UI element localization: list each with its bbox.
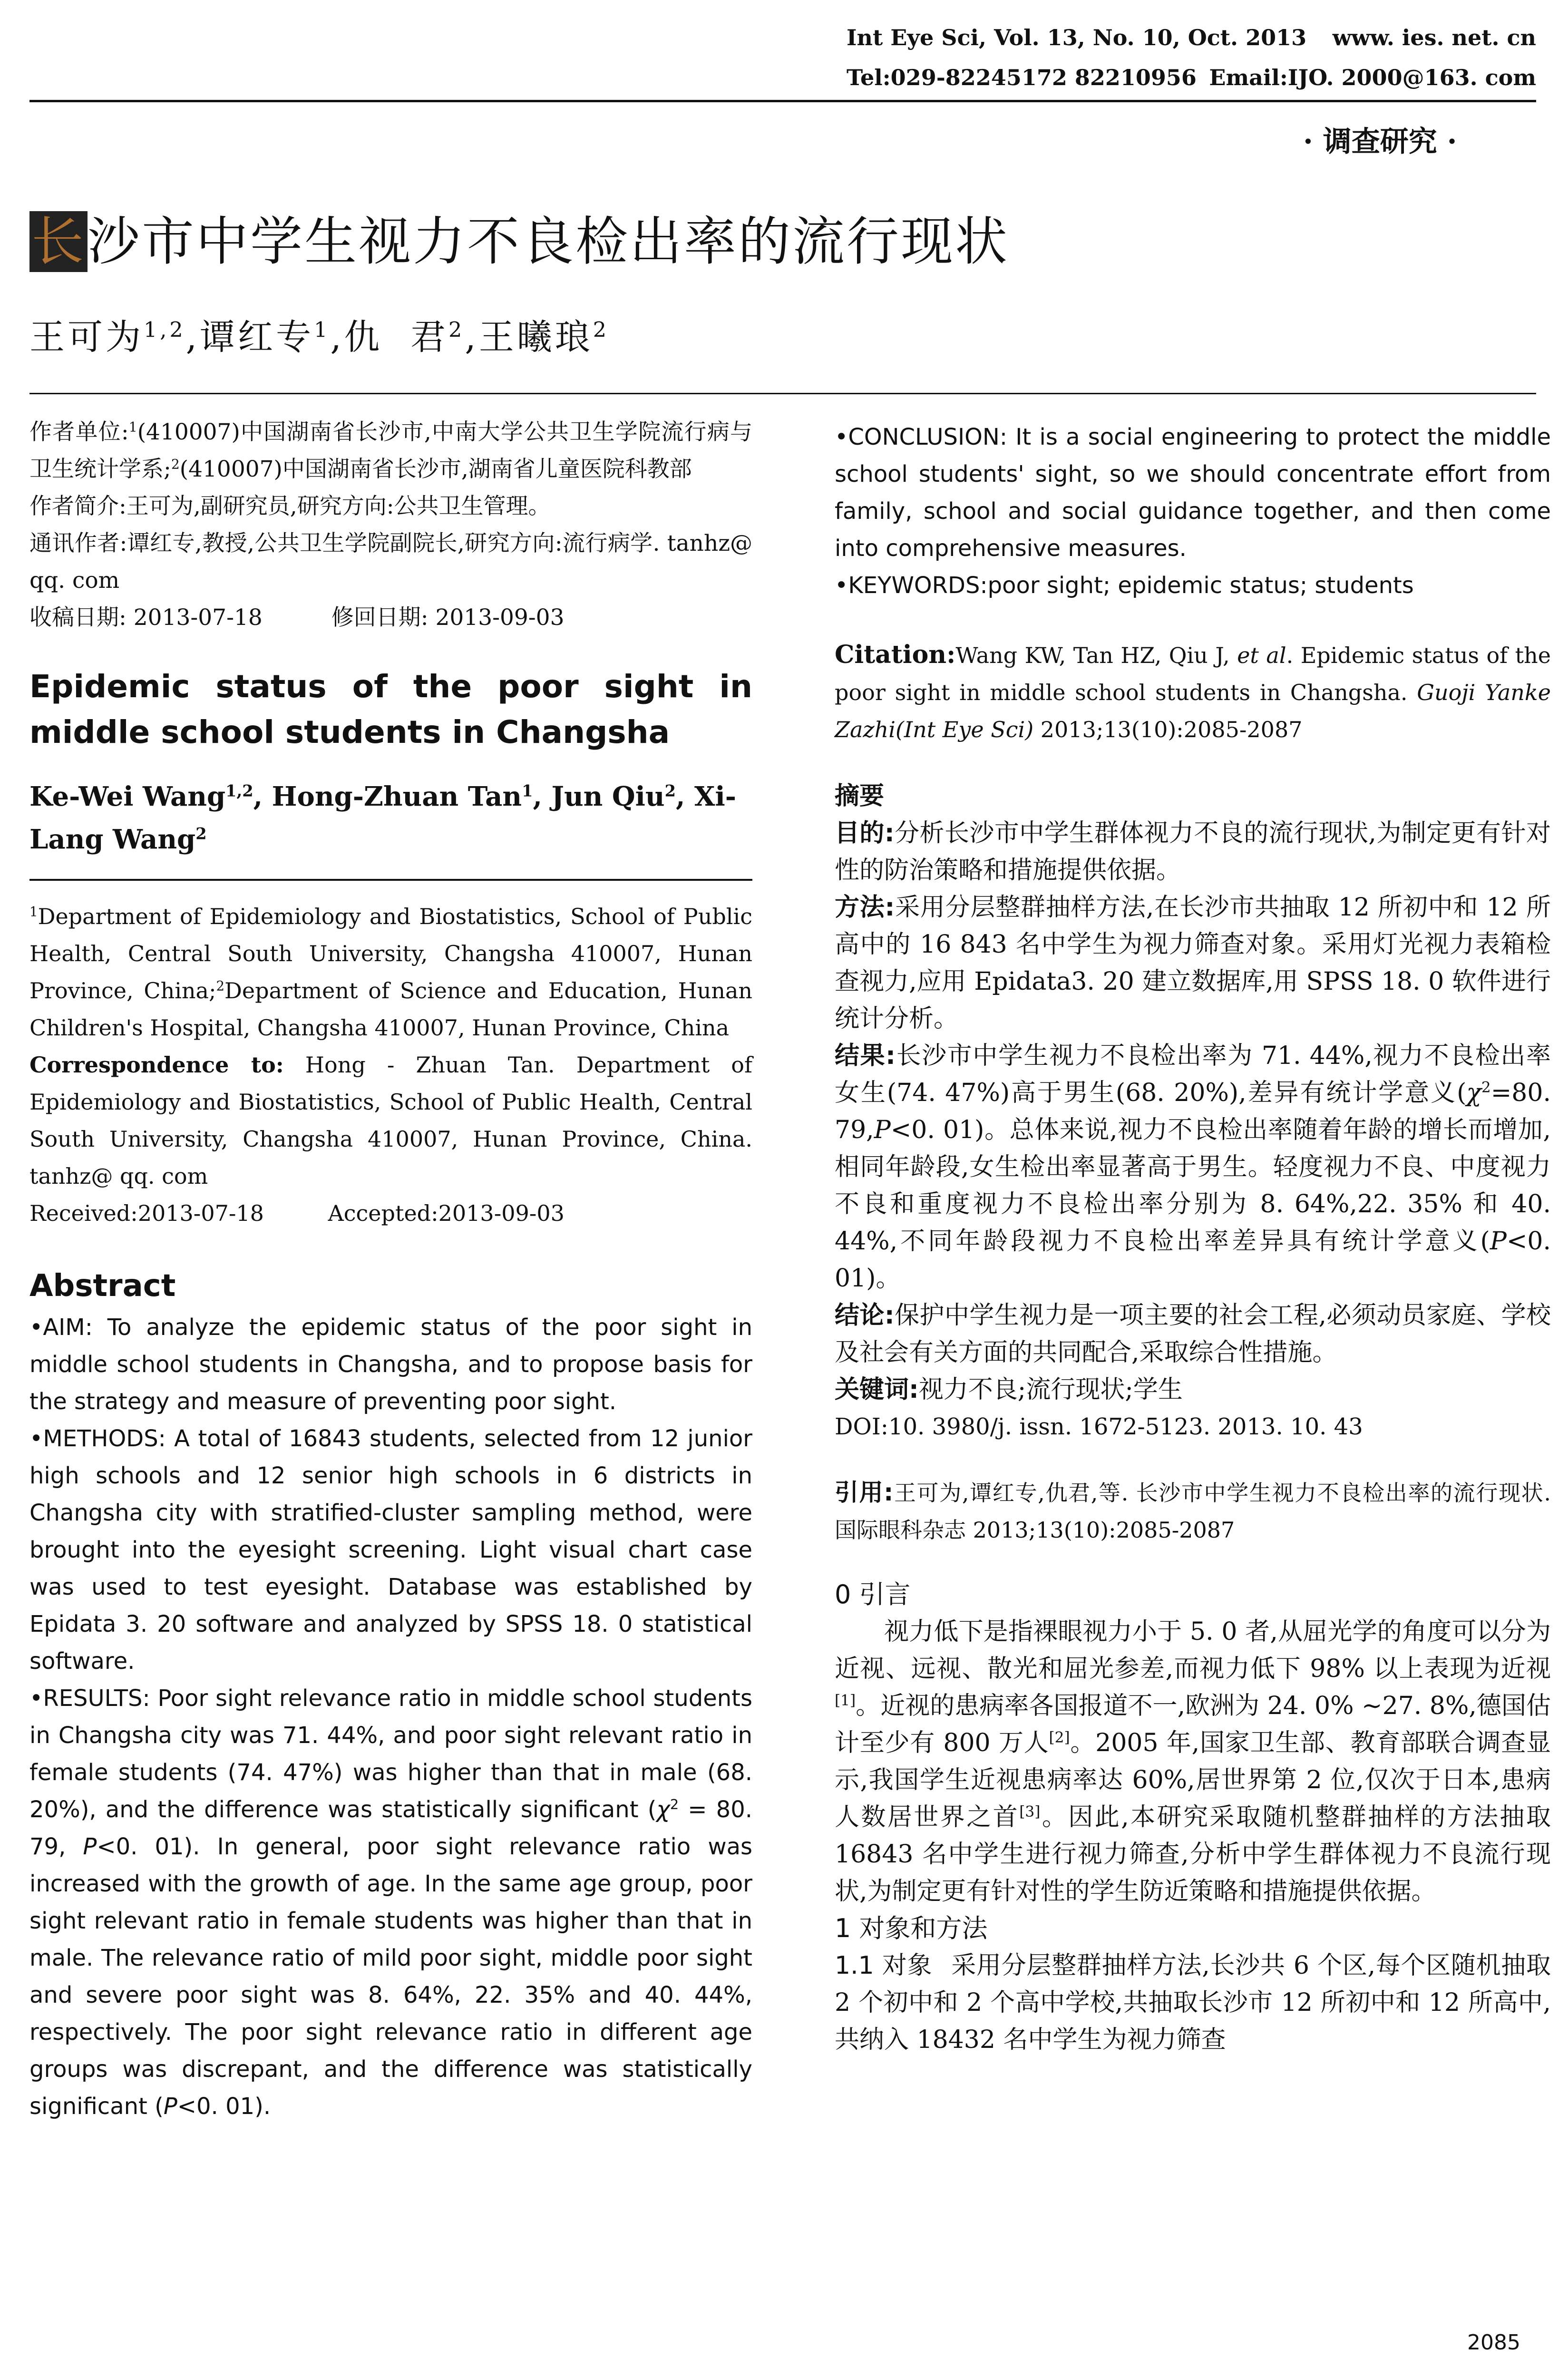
methods-sub-text: 采用分层整群抽样方法,长沙共 6 个区,每个区随机抽取 2 个初中和 2 个高中学校,共抽取长沙市 12 所初中和 12 所高中,共纳入 18432 名中学生为视力筛查	[835, 1951, 1551, 2054]
page-title	[29, 200, 1009, 275]
cn-aim-text: 分析长沙市中学生群体视力不良的流行现状,为制定更有针对性的防治策略和措施提供依据。	[835, 819, 1551, 885]
page-number: 2085	[1467, 2330, 1520, 2355]
cn-conclusion-label: 结论:	[835, 1301, 895, 1330]
author-cn-3-sup: 2	[448, 318, 465, 342]
cn-results-a: 长沙市中学生视力不良检出率为 71. 44%,视力不良检出率女生(74. 47%)高于男生(68. 20%),差异有统计学意义(	[835, 1042, 1551, 1107]
affiliation-cn	[29, 414, 752, 488]
cn-keywords-text: 视力不良;流行现状;学生	[918, 1375, 1183, 1404]
doi: DOI:10. 3980/j. issn. 1672-5123. 2013. 10. 43	[835, 1413, 1363, 1440]
corresponding-author-cn: 通讯作者:谭红专,教授,公共卫生学院副院长,研究方向:流行病学. tanhz@ qq. com	[29, 530, 752, 594]
methods-sub-label: 1.1 对象	[835, 1951, 933, 1980]
left-column	[29, 414, 752, 2125]
results-chi-sup: 2	[670, 1796, 679, 1812]
title-rule	[29, 393, 1536, 394]
intro-text-d: 。因此,本研究采取随机整群抽样的方法抽取 16843 名中学生进行视力筛查,分析中学生群体视力不良流行现状,为制定更有针对性的学生防近策略和措施提供依据。	[835, 1803, 1551, 1906]
abstract-methods: •METHODS: A total of 16843 students, selected from 12 junior high schools and 12 senior high schools in 6 districts in Changsha city with stratified-cluster sampling method, were brought into the eyesight screening. Light visual chart case was used to test eyesight. Database was established by Epidata 3. 20 software and analyzed by SPSS 18. 0 statistical software.	[29, 1425, 752, 1675]
author-cn-2: 谭红专	[200, 317, 314, 358]
author-cn-3: 仇 君	[344, 317, 448, 358]
methods-paragraph	[835, 1947, 1551, 2058]
authors-en: Ke-Wei Wang$^{1,2}$, Hong-Zhuan Tan$^1$, Jun Qiu$^2$, Xi-Lang Wang$^2$	[29, 781, 736, 855]
intro-text-b: 。近视的患病率各国报道不一,欧洲为 24. 0% ~27. 8%,德国估计至少有 800 万人	[835, 1692, 1551, 1757]
abstract-heading: Abstract	[29, 1268, 176, 1304]
author-en-2-sup: 1	[522, 781, 533, 800]
results-text-a: •RESULTS: Poor sight relevance ratio in middle school students in Changsha city was 71. 44%, and poor sight relevant ratio in female students (74. 47%) was higher than that in male (68. 20%), and the difference was statistically significant (	[29, 1685, 752, 1823]
journal-website: www. ies. net. cn	[1332, 25, 1536, 50]
author-en-2: Hong-Zhuan Tan	[272, 781, 522, 812]
cn-citation-label: 引用:	[835, 1479, 894, 1506]
cn-results-p: P	[874, 1116, 891, 1144]
correspondence-en	[29, 1046, 752, 1195]
header-rule	[29, 100, 1536, 102]
dates-en	[29, 1195, 752, 1232]
correspondence-label: Correspondence to:	[29, 1052, 284, 1078]
author-cn-2-sup: 1	[314, 318, 331, 342]
author-cn-4-sup: 2	[593, 318, 609, 342]
cn-abstract-conclusion	[835, 1297, 1551, 1371]
author-en-3: Jun Qiu	[551, 781, 665, 812]
cn-results-p2: P	[1490, 1227, 1507, 1256]
author-sep: ,	[330, 317, 344, 358]
affil-cn-text1: (410007)中国湖南省长沙市,中南大学公共卫生学院流行病与卫生统计学系;	[29, 419, 753, 482]
cn-abstract-heading: 摘要	[835, 782, 885, 810]
cn-abstract-results	[835, 1037, 1551, 1297]
affil-en-text1: Department of Epidemiology and Biostatistics, School of Public Health, Central South University, Changsha 410007, Hunan Province, China;	[29, 904, 752, 1003]
author-en-4-sup: 2	[195, 824, 207, 843]
journal-email: Email:IJO. 2000@163. com	[1209, 65, 1536, 90]
results-text-c: <0. 01). In general, poor sight relevance ratio was increased with the growth of age. In the same age group, poor sight relevant ratio in female students was higher than that in male. The relevance ratio of mild poor sight, middle poor sight and severe poor sight was 8. 64%, 22. 35% and 40. 44%, respectively. The poor sight relevance ratio in different age groups was discrepant, and the difference was statistically significant (	[29, 1833, 752, 2120]
citation-etal: et al	[1237, 643, 1286, 668]
journal-info	[847, 19, 1536, 56]
intro-text-c: 。2005 年,国家卫生部、教育部联合调查显示,我国学生近视患病率达 60%,居世界第 2 位,仅次于日本,患病人数居世界之首	[835, 1729, 1551, 1831]
cn-results-label: 结果:	[835, 1042, 896, 1070]
accepted-en: Accepted:2013-09-03	[328, 1200, 565, 1226]
author-en-1-sup: 1,2	[225, 781, 253, 800]
cn-citation	[835, 1474, 1551, 1549]
ref-3: [3]	[1019, 1803, 1041, 1821]
cn-abstract-methods	[835, 889, 1551, 1037]
affil-en-sup2: 2	[216, 978, 225, 994]
cn-methods-text: 采用分层整群抽样方法,在长沙市共抽取 12 所初中和 12 所高中的 16 843 名中学生为视力筛查对象。采用灯光视力表箱检查视力,应用 Epidata3. 20 建立数据库,用 SPSS 18. 0 软件进行统计分析。	[835, 893, 1551, 1033]
citation-text-b: . Epidemic status of the poor sight in middle school students in Changsha.	[835, 643, 1551, 705]
author-sep: ,	[185, 317, 200, 358]
abstract-results	[29, 1680, 752, 2125]
cn-results-chi-sup: 2	[1481, 1079, 1491, 1096]
authors-rule	[29, 879, 752, 881]
author-intro: 作者简介:王可为,副研究员,研究方向:公共卫生管理。	[29, 493, 551, 519]
results-text-b: = 80. 79,	[29, 1796, 752, 1860]
cn-results-c: <0. 01)。总体来说,视力不良检出率随着年龄的增长而增加,相同年龄段,女生检出率显著高于男生。轻度视力不良、中度视力不良和重度视力不良检出率分别为 8. 64%,22. 35% 和 40. 44%,不同年龄段视力不良检出率差异具有统计学意义(	[835, 1116, 1551, 1256]
right-column	[835, 419, 1551, 2058]
affil-cn-sup1: 1	[128, 419, 137, 435]
revised-cn: 修回日期: 2013-09-03	[331, 604, 565, 631]
title-rest: 沙市中学生视力不良检出率的流行现状	[88, 211, 1009, 272]
intro-paragraph	[835, 1613, 1551, 1910]
methods-heading: 1 对象和方法	[835, 1913, 988, 1943]
cn-results-b: =80. 79,	[835, 1079, 1551, 1144]
dates-cn	[29, 599, 752, 636]
english-title: Epidemic status of the poor sight in middle school students in Changsha	[29, 668, 752, 750]
results-chi: χ	[656, 1796, 670, 1823]
journal-line: Int Eye Sci, Vol. 13, No. 10, Oct. 2013	[847, 25, 1307, 50]
affil-en-text2: Department of Science and Education, Hunan Children's Hospital, Changsha 410007, Hunan Province, China	[29, 978, 752, 1041]
author-cn-1: 王可为	[29, 317, 144, 358]
author-sep: ,	[465, 317, 479, 358]
citation-text-a: Wang KW, Tan HZ, Qiu J,	[955, 643, 1237, 668]
affil-cn-label: 作者单位:	[29, 419, 129, 445]
author-en-3-sup: 2	[664, 781, 676, 800]
abstract-aim: •AIM: To analyze the epidemic status of the poor sight in middle school students in Changsha, and to propose basis for the strategy and measure of preventing poor sight.	[29, 1314, 752, 1415]
ref-2: [2]	[1049, 1729, 1070, 1746]
abstract-keywords: •KEYWORDS:poor sight; epidemic status; students	[835, 572, 1414, 599]
ref-1: [1]	[835, 1692, 856, 1709]
cn-keywords	[835, 1371, 1551, 1408]
cn-results-d: <0. 01)。	[835, 1227, 1551, 1293]
citation-text-c: 2013;13(10):2085-2087	[1033, 717, 1303, 742]
citation-label: Citation:	[835, 640, 956, 669]
received-en: Received:2013-07-18	[29, 1200, 264, 1226]
cn-keywords-label: 关键词:	[835, 1375, 919, 1404]
affil-cn-text2: (410007)中国湖南省长沙市,湖南省儿童医院科教部	[179, 456, 692, 482]
authors-cn	[29, 309, 609, 360]
abstract-conclusion: •CONCLUSION: It is a social engineering to protect the middle school students' sight, so we should concentrate effort from family, school and social guidance together, and then come into comprehensive measures.	[835, 424, 1551, 562]
citation-journal: Guoji Yanke Zazhi(Int Eye Sci)	[835, 680, 1551, 742]
intro-heading: 0 引言	[835, 1579, 911, 1609]
results-text-d: <0. 01).	[177, 2093, 271, 2120]
received-cn: 收稿日期: 2013-07-18	[29, 604, 263, 631]
author-cn-4: 王曦琅	[478, 317, 593, 358]
author-en-4: Xi-Lang Wang	[29, 781, 736, 855]
author-en-1: Ke-Wei Wang	[29, 781, 226, 812]
affil-cn-sup2: 2	[171, 456, 180, 472]
results-p2: P	[163, 2093, 177, 2120]
affiliation-en	[29, 898, 752, 1046]
citation	[835, 636, 1551, 748]
correspondence-text: Hong - Zhuan Tan. Department of Epidemiology and Biostatistics, School of Public Health, Central South University, Changsha 410007, Hunan Province, China. tanhz@ qq. com	[29, 1052, 752, 1189]
cn-aim-label: 目的:	[835, 819, 895, 848]
section-tag: · 调查研究 ·	[1303, 125, 1457, 158]
intro-text-a: 视力低下是指裸眼视力小于 5. 0 者,从屈光学的角度可以分为近视、远视、散光和屈光参差,而视力低下 98% 以上表现为近视	[835, 1617, 1551, 1683]
journal-tel: Tel:029-82245172 82210956	[847, 65, 1197, 90]
cn-abstract-aim	[835, 815, 1551, 889]
cn-citation-text: 王可为,谭红专,仇君,等. 长沙市中学生视力不良检出率的流行现状. 国际眼科杂志 2013;13(10):2085-2087	[835, 1480, 1551, 1543]
journal-contact	[847, 59, 1536, 96]
title-first-char: 长	[29, 211, 88, 272]
cn-methods-label: 方法:	[835, 893, 895, 922]
author-cn-1-sup: 1,2	[144, 318, 186, 342]
cn-conclusion-text: 保护中学生视力是一项主要的社会工程,必须动员家庭、学校及社会有关方面的共同配合,采取综合性措施。	[835, 1301, 1551, 1367]
affil-en-sup1: 1	[29, 904, 38, 920]
results-p: P	[83, 1833, 97, 1860]
cn-results-chi: χ	[1466, 1079, 1481, 1107]
